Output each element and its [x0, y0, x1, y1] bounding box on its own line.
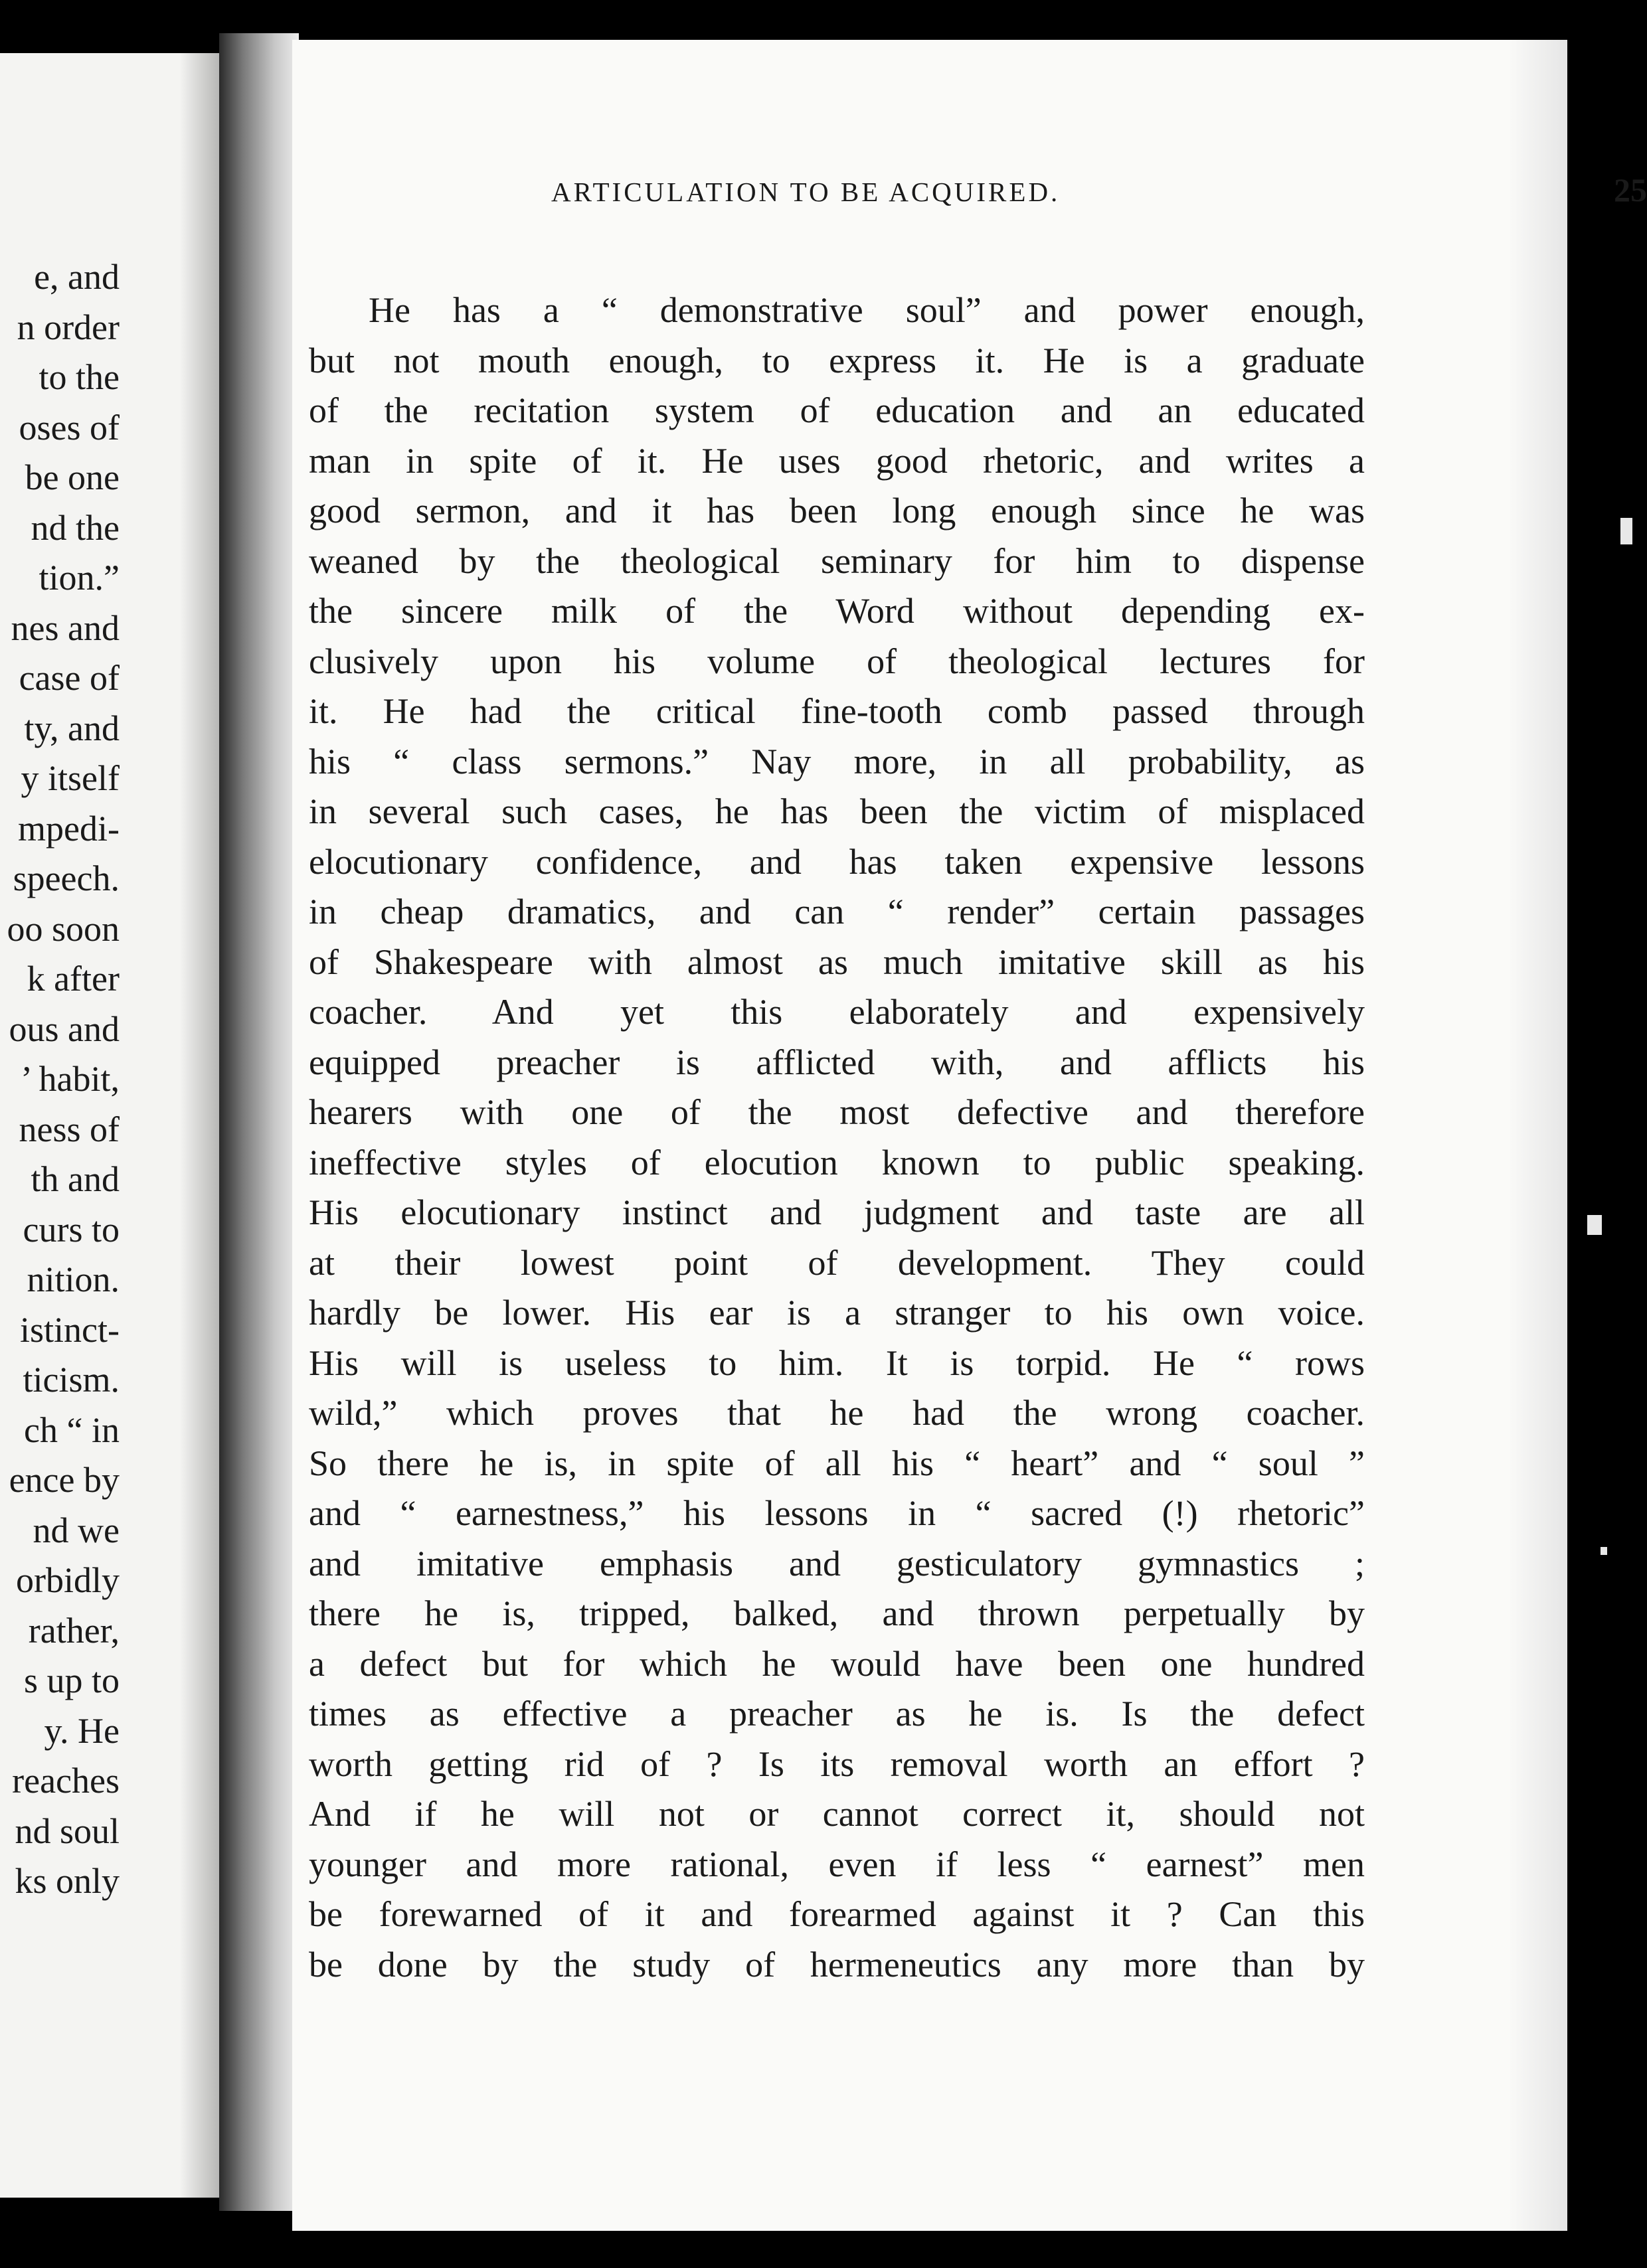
text-line: hearers with one of the most defective and therefore [309, 1092, 1365, 1132]
text-line: at their lowest point of development. They could [309, 1242, 1365, 1283]
left-page-line: to the [39, 357, 120, 397]
left-page-line: y. He [44, 1710, 120, 1751]
body-text [309, 285, 1365, 1990]
left-page-line: ks only [15, 1861, 120, 1901]
text-line: His will is useless to him. It is torpid. He “ rows [309, 1342, 1365, 1383]
left-page-line: nd the [31, 507, 120, 548]
text-line: the sincere milk of the Word without depending ex- [309, 591, 1365, 631]
left-page-line: istinct- [20, 1309, 120, 1350]
left-page-shadow [179, 53, 219, 2198]
text-line: elocutionary confidence, and has taken expensive lessons [309, 841, 1365, 882]
book-gutter [219, 33, 299, 2211]
running-title: ARTICULATION TO BE ACQUIRED. [551, 177, 1061, 207]
text-line: clusively upon his volume of theological lectures for [309, 641, 1365, 681]
text-line: His elocutionary instinct and judgment and taste are all [309, 1192, 1365, 1232]
text-line: a defect but for which he would have been one hundred [309, 1643, 1365, 1684]
left-page-line: reaches [12, 1761, 120, 1801]
right-page-edge [1508, 40, 1567, 2231]
left-page-line: mpedi- [18, 808, 120, 849]
text-line: younger and more rational, even if less “ earnest” men [309, 1844, 1365, 1884]
text-line: and “ earnestness,” his lessons in “ sacred (!) rhetoric” [309, 1493, 1365, 1533]
left-page-line: e, and [34, 257, 120, 297]
left-page-line: nition. [27, 1259, 120, 1299]
text-line: but not mouth enough, to express it. He is a graduate [309, 340, 1365, 380]
left-page-line: ch “ in [24, 1410, 120, 1450]
text-line: and imitative emphasis and gesticulatory gymnastics ; [309, 1543, 1365, 1583]
text-line: times as effective a preacher as he is. Is the defect [309, 1694, 1365, 1734]
left-page-line: nes and [11, 608, 120, 648]
text-line: good sermon, and it has been long enough since he was [309, 491, 1365, 530]
left-page-line: oo soon [7, 908, 120, 949]
left-page-line: th and [31, 1159, 120, 1199]
text-line: So there he is, in spite of all his “ heart” and “ soul ” [309, 1443, 1365, 1483]
left-page-line: tion.” [39, 558, 120, 598]
scan-speck [1587, 1215, 1602, 1235]
left-page [0, 53, 219, 2198]
text-line: equipped preacher is afflicted with, and afflicts his [309, 1042, 1365, 1082]
text-line: ineffective styles of elocution known to public speaking. [309, 1142, 1365, 1182]
left-page-line: rather, [28, 1610, 120, 1651]
text-line: hardly be lower. His ear is a stranger to his own voice. [309, 1293, 1365, 1333]
left-page-line: orbidly [16, 1560, 120, 1600]
text-line: his “ class sermons.” Nay more, in all probability, as [309, 741, 1365, 781]
text-line: worth getting rid of ? Is its removal worth an effort ? [309, 1743, 1365, 1784]
scan-speck [1601, 1547, 1607, 1555]
left-page-line: y itself [21, 758, 120, 798]
left-page-line: curs to [23, 1209, 120, 1250]
left-page-line: ous and [9, 1009, 120, 1049]
running-head [551, 171, 1647, 229]
left-page-text [0, 252, 120, 1907]
text-line: wild,” which proves that he had the wrong coacher. [309, 1393, 1365, 1433]
left-page-line: ’ habit, [21, 1059, 120, 1099]
page-number: 25 [1614, 171, 1647, 208]
text-line: it. He had the critical fine-tooth comb passed through [309, 691, 1365, 731]
left-page-line: k after [27, 959, 120, 999]
left-page-line: ence by [9, 1460, 120, 1500]
text-line: in cheap dramatics, and can “ render” certain passages [309, 892, 1365, 932]
text-line: man in spite of it. He uses good rhetoric, and writes a [309, 440, 1365, 481]
left-page-line: ticism. [23, 1360, 120, 1400]
left-page-line: speech. [13, 858, 120, 898]
text-line: be done by the study of hermeneutics any more than by [309, 1944, 1365, 1984]
text-line: He has a “ demonstrative soul” and power enough, [369, 290, 1365, 330]
left-page-line: n order [17, 307, 120, 347]
left-page-line: nd we [33, 1510, 120, 1550]
text-line: be forewarned of it and forearmed against it ? Can this [309, 1894, 1365, 1934]
left-page-line: ness of [19, 1109, 120, 1149]
text-line: of Shakespeare with almost as much imitative skill as his [309, 941, 1365, 982]
left-page-line: ty, and [24, 708, 120, 748]
left-page-line: s up to [23, 1660, 120, 1700]
left-page-line: oses of [19, 407, 120, 447]
scan-speck [1620, 518, 1632, 544]
text-line: of the recitation system of education and an educated [309, 390, 1365, 430]
left-page-line: case of [19, 658, 120, 698]
text-line: coacher. And yet this elaborately and expensively [309, 992, 1365, 1032]
left-page-line: be one [25, 457, 120, 497]
text-line: And if he will not or cannot correct it, should not [309, 1794, 1365, 1834]
text-line: weaned by the theological seminary for him to dispense [309, 540, 1365, 581]
text-line: in several such cases, he has been the victim of misplaced [309, 791, 1365, 831]
text-line: there he is, tripped, balked, and thrown perpetually by [309, 1593, 1365, 1633]
left-page-line: nd soul [15, 1811, 120, 1851]
